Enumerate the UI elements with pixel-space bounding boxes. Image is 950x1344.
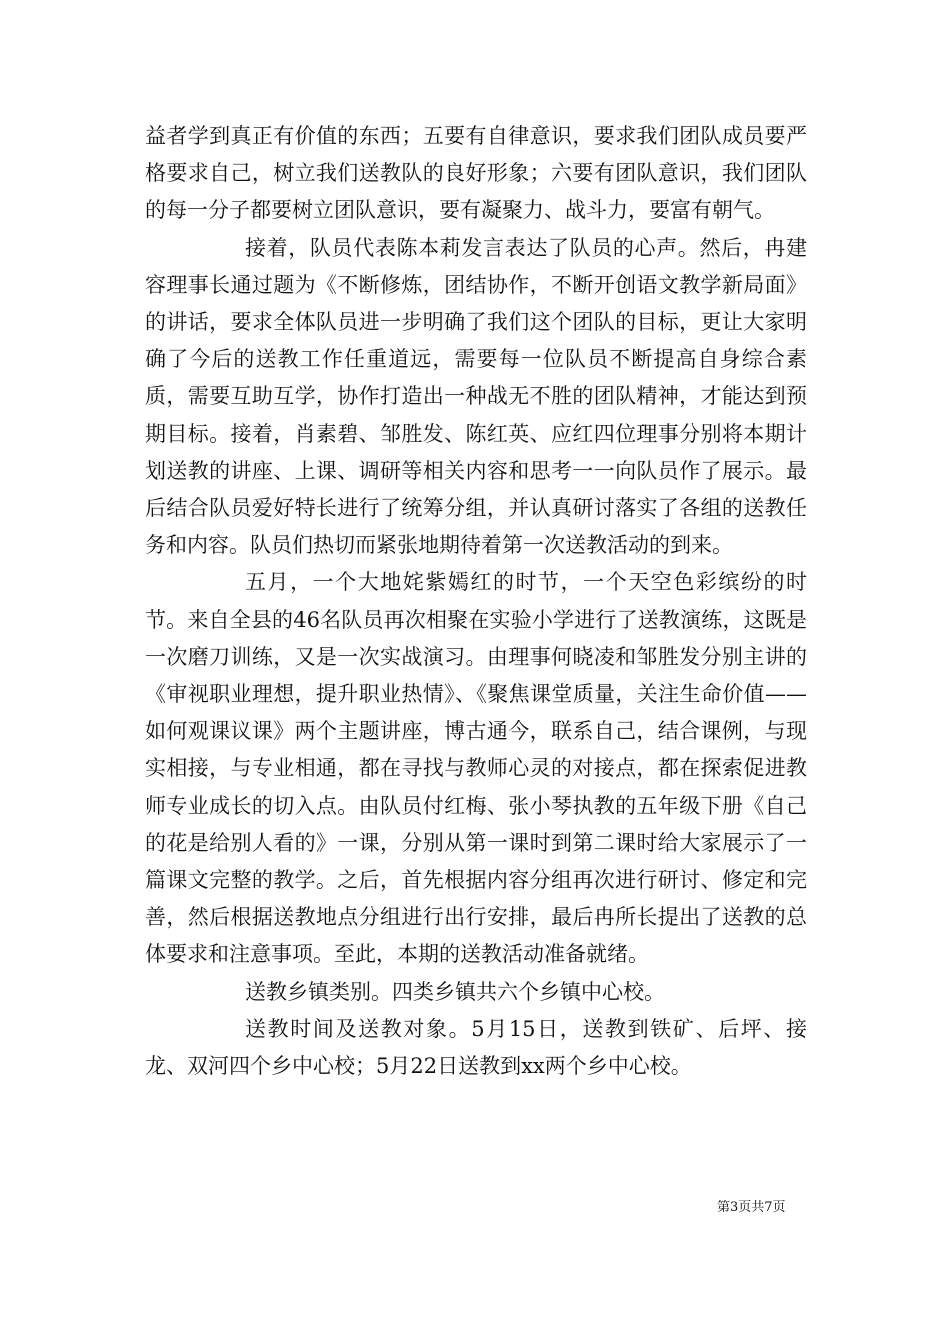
- paragraph-1: 益者学到真正有价值的东西；五要有自律意识，要求我们团队成员要严格要求自己，树立我们送教队的良好形象；六要有团队意识，我们团队的每一分子都要树立团队意识，要有凝聚力、战斗力，要富有朝气。: [145, 124, 807, 223]
- paragraph-3: 五月，一个大地姹紫嫣红的时节，一个天空色彩缤纷的时节。来自全县的46名队员再次相聚在实验小学进行了送教演练，这既是一次磨刀训练，又是一次实战演习。由理事何晓凌和邹胜发分别主讲的《审视职业理想，提升职业热情》、《聚焦课堂质量，关注生命价值——如何观课议课》两个主题讲座，博古通今，联系自己，结合课例，与现实相接，与专业相通，都在寻找与教师心灵的对接点，都在探索促进教师专业成长的切入点。由队员付红梅、张小琴执教的五年级下册《自己的花是给别人看的》一课，分别从第一课时到第二课时给大家展示了一篇课文完整的教学。之后，首先根据内容分组再次进行研讨、修定和完善，然后根据送教地点分组进行出行安排，最后冉所长提出了送教的总体要求和注意事项。至此，本期的送教活动准备就绪。: [145, 570, 807, 967]
- body-text: [145, 118, 807, 1085]
- page-number-footer: 第3页共7页: [717, 1200, 786, 1215]
- paragraph-2: 接着，队员代表陈本莉发言表达了队员的心声。然后，冉建容理事长通过题为《不断修炼，团结协作，不断开创语文教学新局面》的讲话，要求全体队员进一步明确了我们这个团队的目标，更让大家明确了今后的送教工作任重道远，需要每一位队员不断提高自身综合素质，需要互助互学，协作打造出一种战无不胜的团队精神，才能达到预期目标。接着，肖素碧、邹胜发、陈红英、应红四位理事分别将本期计划送教的讲座、上课、调研等相关内容和思考一一向队员作了展示。最后结合队员爱好特长进行了统筹分组，并认真研讨落实了各组的送教任务和内容。队员们热切而紧张地期待着第一次送教活动的到来。: [145, 235, 807, 558]
- paragraph-5: 送教时间及送教对象。5月15日，送教到铁矿、后坪、接龙、双河四个乡中心校；5月22日送教到xx两个乡中心校。: [145, 1016, 807, 1079]
- paragraph-4: 送教乡镇类别。四类乡镇共六个乡镇中心校。: [245, 979, 665, 1004]
